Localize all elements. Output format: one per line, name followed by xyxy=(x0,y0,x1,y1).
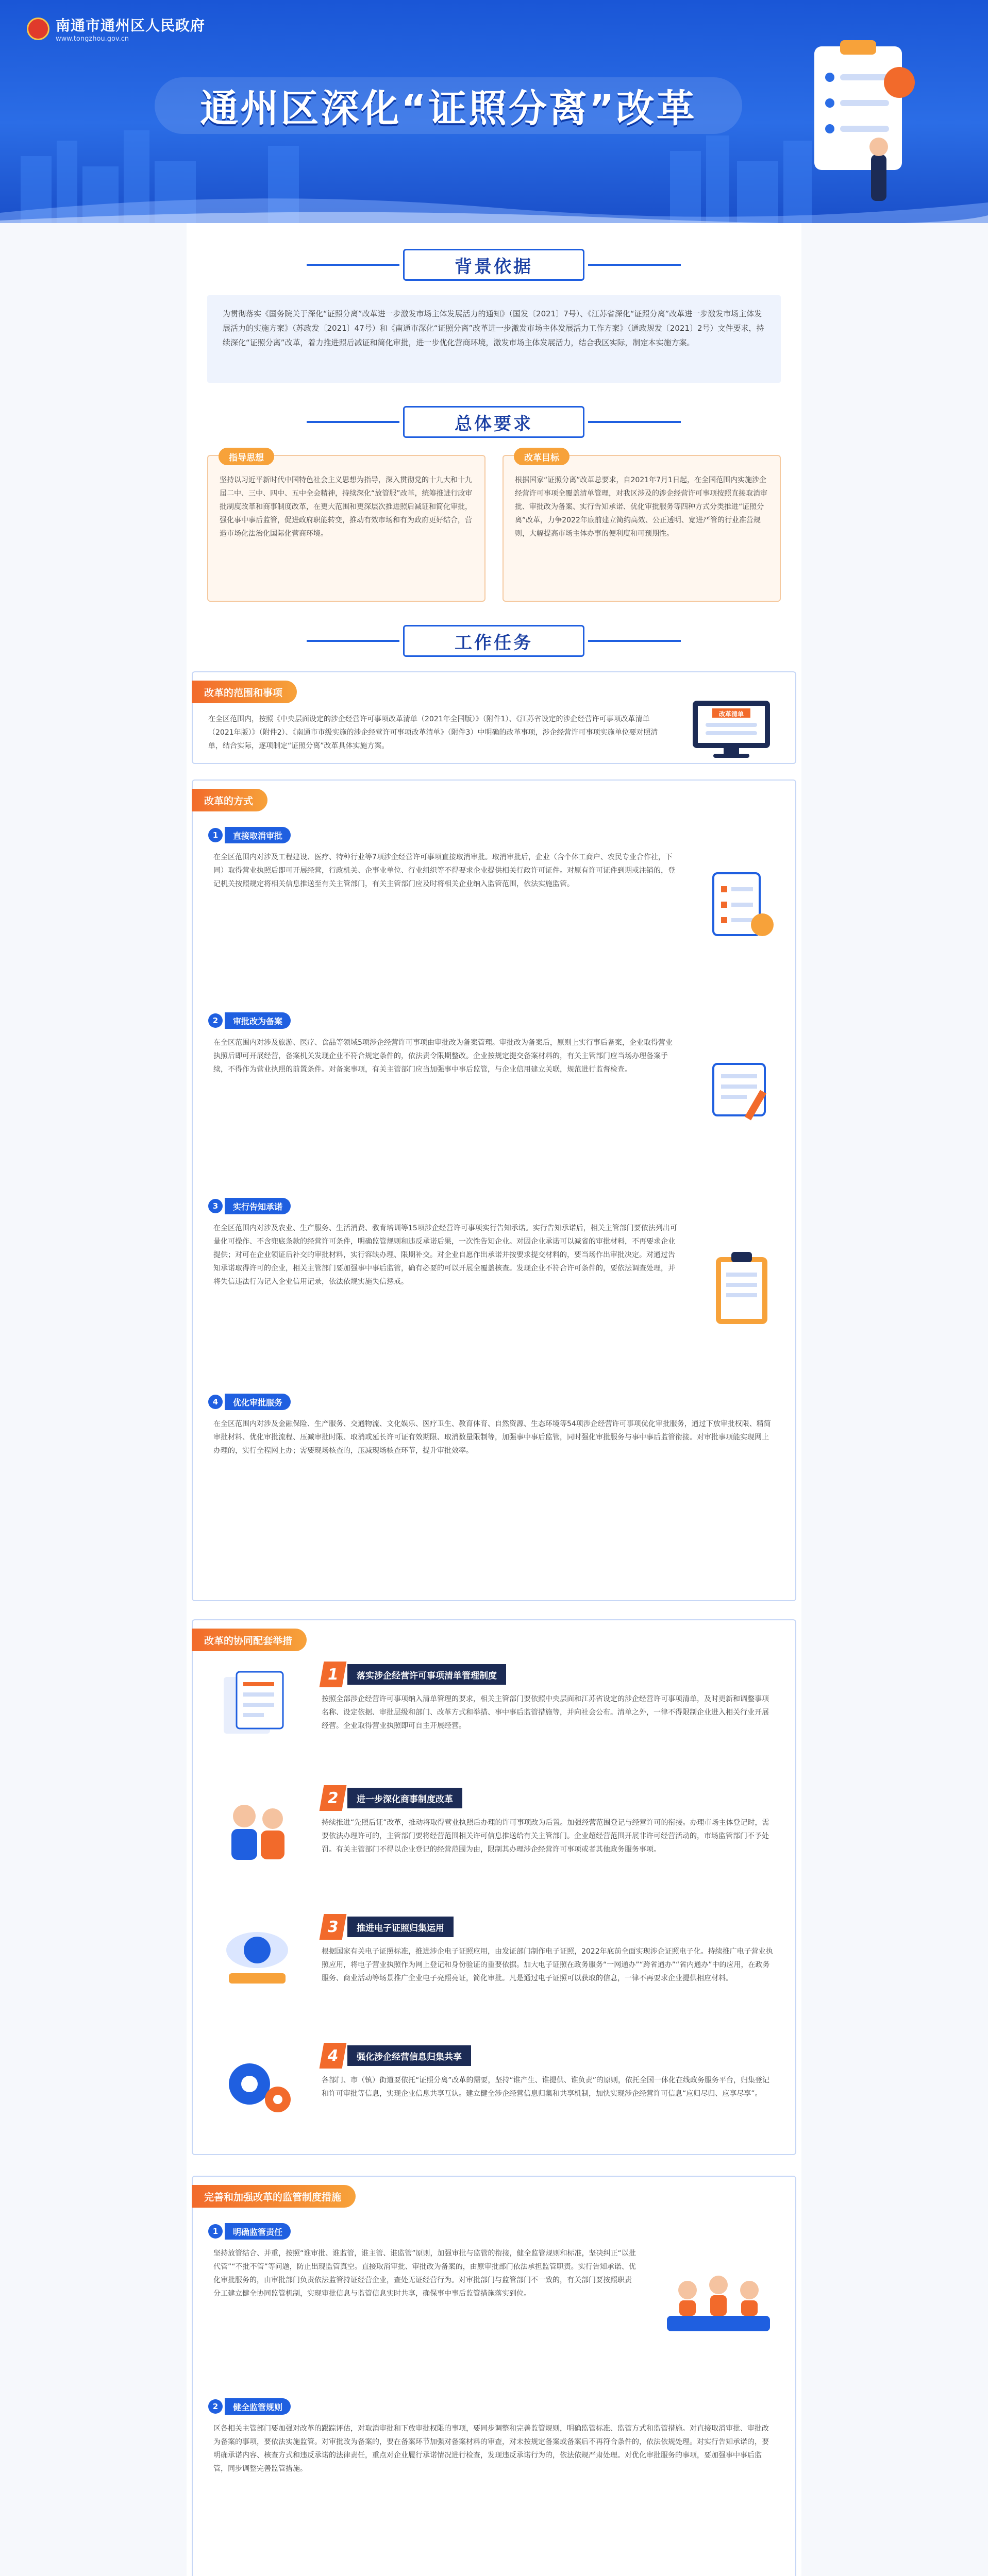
supervision-title: 健全监管规则 xyxy=(225,2398,291,2415)
checklist-document-icon xyxy=(703,863,780,945)
method-text: 在全区范围内对涉及金融保险、生产服务、交通物流、文化娱乐、医疗卫生、教育体育、自然资源、生态环境等54项涉企经营许可事项优化审批服务，通过下放审批权限、精简审批材料、优化审批流程、压减审批时限、取消或延长许可证有效期限、取消数量限制等，加强事中事后监管，同时强化审批服务与事中事后监管衔接。对审批事项能实现网上办理的，实行全程网上办；需要现场核查的，压减现场核查环节，提升审批效率。 xyxy=(213,1420,771,1455)
measure-number: 1 xyxy=(320,1662,347,1687)
reform-goal-card xyxy=(503,452,781,602)
screen-label: 改革清单 xyxy=(718,710,744,718)
method-number: 4 xyxy=(208,1395,223,1409)
reform-scope-card xyxy=(192,671,796,764)
measure-title: 强化涉企经营信息归集共享 xyxy=(347,2045,471,2066)
coordination-label: 改革的协同配套举措 xyxy=(192,1629,307,1651)
cloud-data-icon xyxy=(213,1919,301,1996)
method-number: 3 xyxy=(208,1199,223,1213)
reform-scope-text: 在全区范围内，按照《中央层面设定的涉企经营许可事项改革清单（2021年全国版）》（附件1）、《江苏省设定的涉企经营许可事项改革清单（2021年版）》（附件2）、《南通市市级实施的涉企经营许可事项改革清单》（附件3）中明确的改革事项，涉企经营许可事项实施单位要对照清单，结合实际，逐项制定“证照分离”改革具体实施方案。 xyxy=(208,715,658,750)
supervision-label: 完善和加强改革的监管制度措施 xyxy=(192,2185,356,2208)
supervision-text: 区各相关主管部门要加强对改革的跟踪评估，对取消审批和下放审批权限的事项，要同步调整和完善监管规则，明确监管标准、监管方式和监管措施。对直接取消审批、审批改为备案的事项，要依法实施监管。对审批改为备案的，要在备案环节加强对备案材料的审查，对未按规定备案或备案后不再符合条件的，依法依规处理。对实行告知承诺的，要明确承诺内容、核查方式和违反承诺的法律责任，重点对企业履行承诺情况进行检查，发现违反承诺行为的，依法依规严肃处理。对优化审批服务的事项，要加强事中事后监管，同步调整完善监管措施。 xyxy=(213,2425,769,2473)
supervision-number: 1 xyxy=(208,2224,223,2239)
measure-title: 推进电子证照归集运用 xyxy=(347,1917,454,1937)
supervision-number: 2 xyxy=(208,2399,223,2414)
measure-title: 进一步深化商事制度改革 xyxy=(347,1788,462,1808)
guiding-principle-card xyxy=(207,452,485,602)
measure-number: 3 xyxy=(320,1914,347,1940)
section-title-background: 背景依据 xyxy=(403,249,584,281)
measure-text: 按照全部涉企经营许可事项纳入清单管理的要求，相关主管部门要依照中央层面和江苏省设定的涉企经营许可事项清单，及时更新和调整事项名称、设定依据、审批层级和部门、改革方式和举措、事中事后监管措施等，并向社会公布。清单之外，一律不得限制企业进入相关行业开展经营。企业取得营业执照即可自主开展经营。 xyxy=(322,1695,769,1730)
guiding-principle-label: 指导思想 xyxy=(219,448,274,465)
measure-number: 4 xyxy=(320,2043,347,2069)
clipboard-promise-icon xyxy=(703,1244,780,1332)
reform-goal-label: 改革目标 xyxy=(514,448,570,465)
business-team-icon xyxy=(213,1790,301,1868)
form-writing-icon xyxy=(703,1054,780,1126)
measure-text: 根据国家有关电子证照标准，推进涉企电子证照应用，由发证部门制作电子证照，2022年底前全面实现涉企证照电子化。持续推广电子营业执照应用，将电子营业执照作为网上登记和身份验证的重要依据。加大电子证照在政务服务“一网通办”“跨省通办”“省内通办”中的应用，在政务服务、商业活动等场景推广企业电子亮照亮证，简化审批。凡是通过电子证照可以获取的信息，一律不再要求企业提供相应材料。 xyxy=(322,1947,773,1982)
checklist-clipboard-illustration xyxy=(794,36,923,206)
section-title-overall: 总体要求 xyxy=(403,406,584,438)
section-title-tasks: 工作任务 xyxy=(403,625,584,657)
method-title: 优化审批服务 xyxy=(225,1394,291,1410)
monitor-list-illustration xyxy=(688,698,775,760)
reform-methods-card xyxy=(192,779,796,1601)
shared-gear-icon xyxy=(213,2048,301,2125)
background-text: 为贯彻落实《国务院关于深化“证照分离”改革进一步激发市场主体发展活力的通知》（国发〔2021〕7号）、《江苏省深化“证照分离”改革进一步激发市场主体发展活力的实施方案》（苏政发〔2021〕47号）和《南通市深化“证照分离”改革进一步激发市场主体发展活力工作方案》（通政规发〔2021〕2号）文件要求，持续深化“证照分离”改革，着力推进照后减证和简化审批，进一步优化营商环境，激发市场主体发展活力，结合我区实际，制定本实施方案。 xyxy=(207,295,781,383)
main-content-sheet xyxy=(187,223,801,2576)
site-url: www.tongzhou.gov.cn xyxy=(56,35,129,43)
team-meeting-illustration xyxy=(657,2244,780,2357)
method-text: 在全区范围内对涉及旅游、医疗、食品等领域5项涉企经营许可事项由审批改为备案管理。审批改为备案后，原则上实行事后备案，企业取得营业执照后即可开展经营，备案机关发现企业不符合规定条件的，依法责令限期整改。企业按规定提交备案材料的，有关主管部门应当场办理备案手续，不得作为营业执照的前置条件。对备案事项，有关主管部门应当加强事中事后监管，与企业信用建立关联，规范进行监督检查。 xyxy=(213,1039,673,1074)
method-title: 实行告知承诺 xyxy=(225,1198,291,1214)
method-number: 2 xyxy=(208,1013,223,1028)
measure-text: 各部门、市（镇）街道要依托“证照分离”改革的需要，坚持“谁产生、谁提供、谁负责”的原则，依托全国一体化在线政务服务平台，归集登记和许可审批等信息，实现企业信息共享互认。建立健全涉企经营信息归集和共享机制，加快实现涉企经营许可信息“应归尽归、应享尽享”。 xyxy=(322,2076,770,2098)
method-title: 审批改为备案 xyxy=(225,1012,291,1029)
hero-banner xyxy=(0,0,988,223)
site-logo[interactable] xyxy=(27,14,205,43)
measure-text: 持续推进“先照后证”改革，推动将取得营业执照后办理的许可事项改为后置。加强经营范围登记与经营许可的衔接。办理市场主体登记时，需要依法办理许可的，主管部门要将经营范围相关许可信息推送给有关主管部门。企业超经营范围开展非许可经营活动的，市场监管部门不予处罚。有关主管部门不得以企业登记的经营范围为由，限制其办理涉企经营许可事项或者其他政务服务事项。 xyxy=(322,1819,769,1854)
reform-methods-label: 改革的方式 xyxy=(192,789,267,811)
supervision-measures-card xyxy=(192,2176,796,2576)
national-emblem-icon xyxy=(27,18,49,40)
coordination-measures-card xyxy=(192,1619,796,2155)
method-text: 在全区范围内对涉及工程建设、医疗、特种行业等7项涉企经营许可事项直接取消审批。取消审批后，企业（含个体工商户、农民专业合作社，下同）取得营业执照后即可开展经营，行政机关、企事业单位、行业组织等不得要求企业提供相关行政许可证件。对原有许可证件到期或注销的，登记机关按照规定将相关信息推送至有关主管部门，有关主管部门应及时将相关企业纳入监管范围，依法实施监管。 xyxy=(213,853,675,888)
reform-goal-text: 根据国家“证照分离”改革总要求，自2021年7月1日起，在全国范围内实施涉企经营许可事项全覆盖清单管理，对我区涉及的涉企经营许可事项按照直接取消审批、审批改为备案、实行告知承诺、优化审批服务等四种方式分类推进“证照分离”改革，力争2022年底前建立简约高效、公正透明、宽进严管的行业准营规则，大幅提高市场主体办事的便利度和可预期性。 xyxy=(515,476,767,538)
method-title: 直接取消审批 xyxy=(225,827,291,843)
supervision-text: 坚持放管结合、并重，按照“谁审批、谁监管，谁主管、谁监管”原则，加强审批与监管的衔接，健全监管规则和标准，坚决纠正“以批代管”“不批不管”等问题，防止出现监管真空。直接取消审批、审批改为备案的，由原审批部门依法承担监管职责。实行告知承诺、优化审批服务的，由审批部门负责依法监管持证经营企业，查处无证经营行为。对审批部门与监管部门不一致的，有关部门要按照职责分工建立健全协同监管机制，实现审批信息与监管信息实时共享，确保事中事后监管措施落实到位。 xyxy=(213,2249,636,2298)
supervision-title: 明确监管责任 xyxy=(225,2223,291,2240)
measure-number: 2 xyxy=(320,1785,347,1811)
banner-headline xyxy=(155,77,742,134)
documents-stack-icon xyxy=(213,1667,301,1744)
measure-title: 落实涉企经营许可事项清单管理制度 xyxy=(347,1664,506,1685)
method-text: 在全区范围内对涉及农业、生产服务、生活消费、教育培训等15项涉企经营许可事项实行告知承诺。实行告知承诺后，相关主管部门要依法列出可量化可操作、不含兜底条款的经营许可条件，明确监管规则和违反承诺后果，一次性告知企业。对因企业承诺可以减省的审批材料，不再要求企业提供；对可在企业领证后补交的审批材料，实行容缺办理、限期补交。对企业自愿作出承诺并按要求提交材料的，要当场作出审批决定。对通过告知承诺取得许可的企业，相关主管部门要加强事中事后监管，确有必要的可以开展全覆盖核查。发现企业不符合许可条件的，要依法调查处理，并将失信违法行为记入企业信用记录，依法依规实施失信惩戒。 xyxy=(213,1224,677,1286)
reform-scope-label: 改革的范围和事项 xyxy=(192,681,297,703)
site-name: 南通市通州区人民政府 xyxy=(56,17,206,34)
headline-text: 通州区深化“证照分离”改革 xyxy=(200,87,697,131)
method-number: 1 xyxy=(208,828,223,842)
guiding-principle-text: 坚持以习近平新时代中国特色社会主义思想为指导，深入贯彻党的十九大和十九届二中、三中、四中、五中全会精神，持续深化“放管服”改革，统筹推进行政审批制度改革和商事制度改革，在更大范围和更深层次推进照后减证和简化审批，强化事中事后监管，促进政府职能转变，推动有效市场和有为政府更好结合，营造市场化法治化国际化营商环境。 xyxy=(220,476,473,538)
